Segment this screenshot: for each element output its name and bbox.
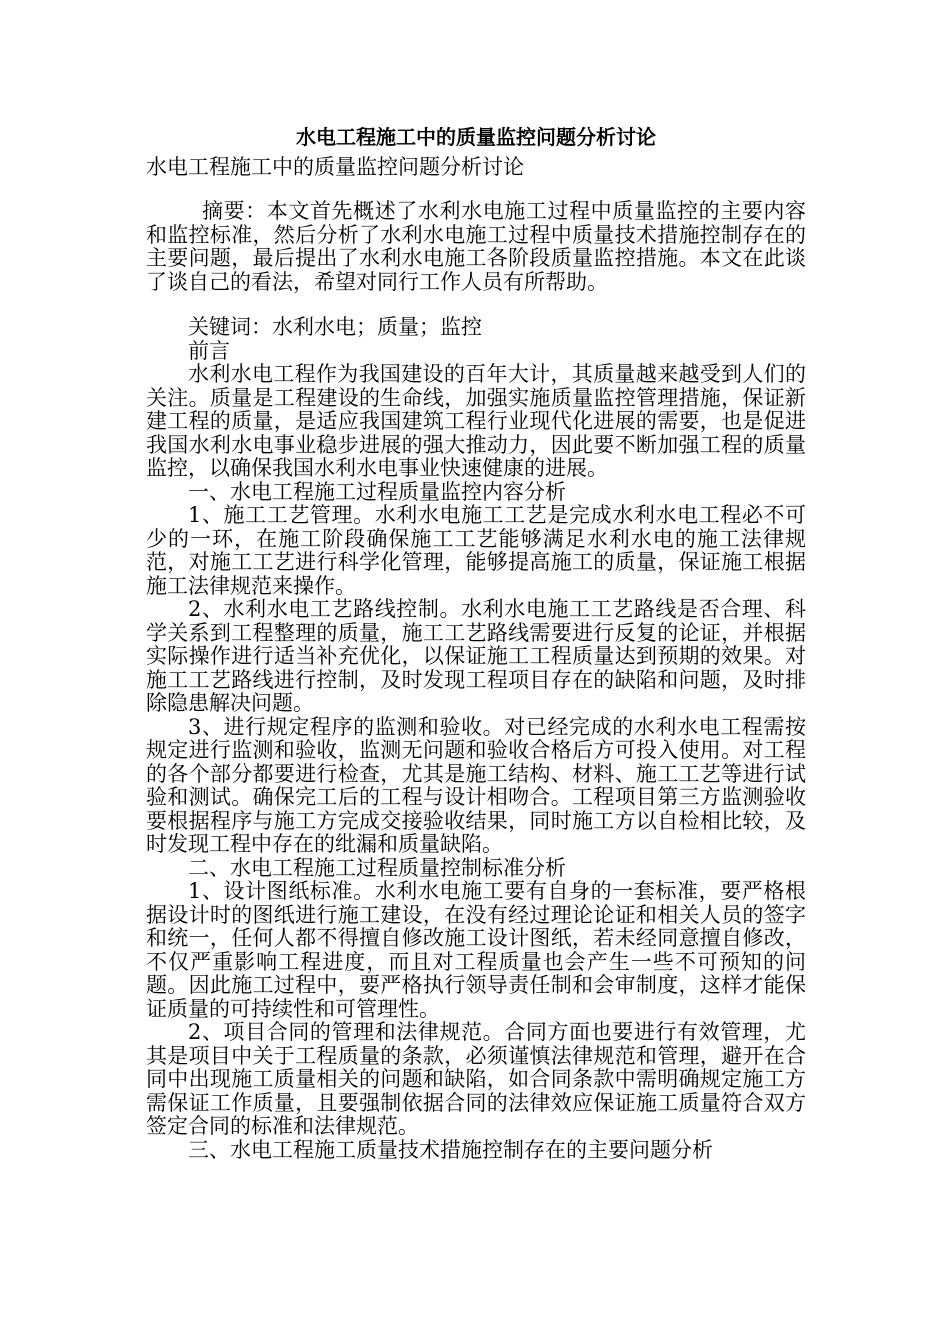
document-title: 水电工程施工中的质量监控问题分析讨论 [296,125,656,149]
section-1-paragraph-1: 1、施工工艺管理。水利水电施工工艺是完成水利水电工程必不可少的一环，在施工阶段确保施工工艺能够满足水利水电的施工法律规范，对施工工艺进行科学化管理，能够提高施工的质量，保证施工根据施工法律规范来操作。 [146,503,806,598]
keywords-line: 关键词：水利水电；质量；监控 [188,315,482,339]
section-1-heading: 一、水电工程施工过程质量监控内容分析 [188,479,566,504]
preface-heading: 前言 [188,338,230,363]
section-2-paragraph-2: 2、项目合同的管理和法律规范。合同方面也要进行有效管理，尤其是项目中关于工程质量的条款，必须谨慎法律规范和管理，避开在合同中出现施工质量相关的问题和缺陷，如合同条款中需明确规定施工方需保证工作质量，且要强制依据合同的法律效应保证施工质量符合双方签定合同的标准和法律规范。 [146,1020,806,1138]
preface-paragraph: 水利水电工程作为我国建设的百年大计，其质量越来越受到人们的关注。质量是工程建设的生命线，加强实施质量监控管理措施，保证新建工程的质量，是适应我国建筑工程行业现代化进展的需要，也是促进我国水利水电事业稳步进展的强大推动力，因此要不断加强工程的质量监控，以确保我国水利水电事业快速健康的进展。 [146,362,806,480]
section-2-heading: 二、水电工程施工过程质量控制标准分析 [188,855,566,880]
document-page [146,122,806,1162]
document-subtitle: 水电工程施工中的质量监控问题分析讨论 [146,155,524,179]
section-3-heading: 三、水电工程施工质量技术措施控制存在的主要问题分析 [188,1137,713,1162]
section-1-paragraph-2: 2、水利水电工艺路线控制。水利水电施工工艺路线是否合理、科学关系到工程整理的质量，施工工艺路线需要进行反复的论证，并根据实际操作进行适当补充优化，以保证施工工程质量达到预期的效果。对施工工艺路线进行控制，及时发现工程项目存在的缺陷和问题，及时排除隐患解决问题。 [146,597,806,715]
section-1-paragraph-3: 3、进行规定程序的监测和验收。对已经完成的水利水电工程需按规定进行监测和验收，监测无问题和验收合格后方可投入使用。对工程的各个部分都要进行检查，尤其是施工结构、材料、施工工艺等进行试验和测试。确保完工后的工程与设计相吻合。工程项目第三方监测验收要根据程序与施工方完成交接验收结果，同时施工方以自检相比较，及时发现工程中存在的纰漏和质量缺陷。 [146,714,806,856]
section-2-paragraph-1: 1、设计图纸标准。水利水电施工要有自身的一套标准，要严格根据设计时的图纸进行施工建设，在没有经过理论论证和相关人员的签字和统一，任何人都不得擅自修改施工设计图纸，若未经同意擅自修改，不仅严重影响工程进度，而且对工程质量也会产生一些不可预知的问题。因此施工过程中，要严格执行领导责任制和会审制度，这样才能保证质量的可持续性和可管理性。 [146,879,806,1021]
abstract-paragraph: 摘要：本文首先概述了水利水电施工过程中质量监控的主要内容和监控标准，然后分析了水利水电施工过程中质量技术措施控制存在的主要问题，最后提出了水利水电施工各阶段质量监控措施。本文在此谈了谈自己的看法，希望对同行工作人员有所帮助。 [146,199,806,294]
